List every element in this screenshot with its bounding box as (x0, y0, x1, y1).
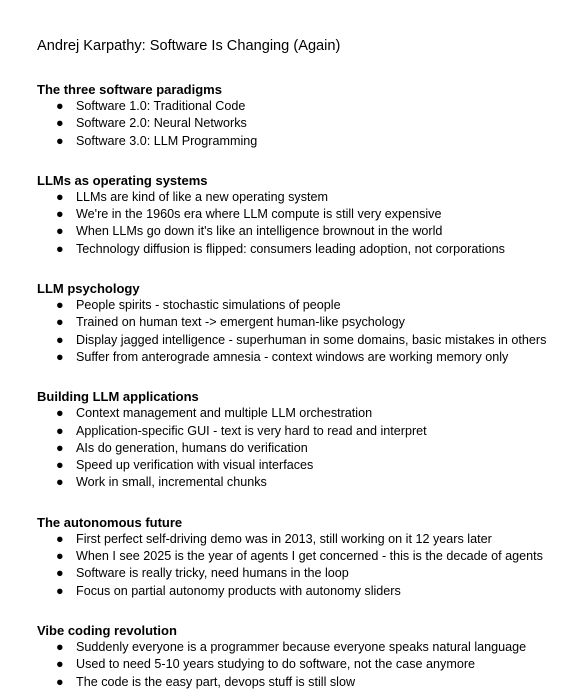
section-heading: Building LLM applications (37, 389, 199, 405)
bullet-text: Application-specific GUI - text is very hard to read and interpret (76, 423, 427, 438)
bullet-item (37, 423, 580, 440)
bullet-dot-icon: ● (56, 566, 64, 581)
bullet-item (37, 474, 580, 491)
section-heading: LLM psychology (37, 281, 140, 297)
section-heading: The three software paradigms (37, 82, 222, 97)
bullet-text: AIs do generation, humans do verification (76, 440, 308, 455)
bullet-item (37, 314, 580, 331)
bullet-text: The code is the easy part, devops stuff is still slow (76, 674, 356, 689)
bullet-dot-icon: ● (56, 207, 64, 222)
bullet-item (37, 349, 580, 366)
bullet-text: Speed up verification with visual interfaces (76, 458, 314, 473)
bullet-dot-icon: ● (56, 315, 64, 330)
bullet-item (37, 115, 580, 132)
bullet-list (37, 531, 580, 600)
bullet-item (37, 457, 580, 474)
bullet-item (37, 189, 580, 206)
bullet-text: When LLMs go down it's like an intelligence brownout in the world (76, 224, 443, 239)
bullet-dot-icon: ● (56, 332, 64, 347)
bullet-item (37, 223, 580, 240)
section-heading: Vibe coding revolution (37, 622, 177, 638)
sections-container (37, 81, 580, 691)
bullet-text: People spirits - stochastic simulations of people (76, 298, 341, 313)
bullet-dot-icon: ● (56, 349, 64, 364)
bullet-dot-icon: ● (56, 475, 64, 490)
bullet-item (37, 241, 580, 258)
bullet-list (37, 639, 580, 691)
bullet-dot-icon: ● (56, 99, 64, 113)
bullet-list (37, 98, 580, 150)
bullet-dot-icon: ● (56, 224, 64, 239)
bullet-text: Work in small, incremental chunks (76, 475, 267, 490)
section-heading: The autonomous future (37, 514, 183, 530)
bullet-dot-icon: ● (56, 531, 64, 546)
section (37, 280, 580, 366)
bullet-list (37, 189, 580, 258)
bullet-dot-icon: ● (56, 241, 64, 256)
section (37, 622, 580, 691)
section (37, 388, 580, 491)
bullet-item (37, 656, 580, 673)
bullet-item (37, 440, 580, 457)
bullet-item (37, 548, 580, 565)
bullet-dot-icon: ● (56, 549, 64, 564)
section-heading: LLMs as operating systems (37, 172, 208, 188)
bullet-dot-icon: ● (56, 674, 64, 689)
bullet-text: Software 1.0: Traditional Code (76, 99, 246, 113)
bullet-dot-icon: ● (56, 657, 64, 672)
bullet-item (37, 133, 580, 150)
bullet-list (37, 297, 580, 366)
bullet-item (37, 98, 580, 115)
bullet-dot-icon: ● (56, 133, 64, 148)
bullet-list (37, 405, 580, 491)
bullet-text: Context management and multiple LLM orchestration (76, 406, 373, 421)
bullet-text: LLMs are kind of like a new operating system (76, 189, 328, 204)
bullet-text: Software 2.0: Neural Networks (76, 116, 247, 131)
bullet-text: Software 3.0: LLM Programming (76, 133, 258, 148)
bullet-dot-icon: ● (56, 116, 64, 131)
section (37, 81, 580, 150)
document-title: Andrej Karpathy: Software Is Changing (Again) (37, 38, 341, 54)
bullet-dot-icon: ● (56, 458, 64, 473)
bullet-text: Display jagged intelligence - superhuman in some domains, basic mistakes in others (76, 332, 547, 347)
bullet-item (37, 297, 580, 314)
section (37, 172, 580, 258)
bullet-item (37, 531, 580, 548)
bullet-text: First perfect self-driving demo was in 2013, still working on it 12 years later (76, 531, 492, 546)
bullet-text: Trained on human text -> emergent human-like psychology (76, 315, 405, 330)
section (37, 514, 580, 600)
bullet-text: Software is really tricky, need humans in the loop (76, 566, 349, 581)
bullet-text: When I see 2025 is the year of agents I get concerned - this is the decade of agents (76, 549, 543, 564)
bullet-dot-icon: ● (56, 189, 64, 204)
bullet-text: We're in the 1960s era where LLM compute is still very expensive (76, 207, 442, 222)
bullet-item (37, 583, 580, 600)
bullet-dot-icon: ● (56, 440, 64, 455)
bullet-text: Focus on partial autonomy products with autonomy sliders (76, 583, 401, 598)
bullet-text: Used to need 5-10 years studying to do software, not the case anymore (76, 657, 476, 672)
bullet-item (37, 332, 580, 349)
bullet-item (37, 639, 580, 656)
bullet-text: Suffer from anterograde amnesia - context windows are working memory only (76, 349, 509, 364)
bullet-item (37, 674, 580, 691)
bullet-item (37, 565, 580, 582)
bullet-dot-icon: ● (56, 298, 64, 313)
bullet-dot-icon: ● (56, 406, 64, 421)
bullet-text: Technology diffusion is flipped: consumers leading adoption, not corporations (76, 241, 505, 256)
bullet-dot-icon: ● (56, 583, 64, 598)
bullet-item (37, 206, 580, 223)
bullet-dot-icon: ● (56, 639, 64, 654)
bullet-item (37, 405, 580, 422)
bullet-text: Suddenly everyone is a programmer because everyone speaks natural language (76, 639, 527, 654)
bullet-dot-icon: ● (56, 423, 64, 438)
